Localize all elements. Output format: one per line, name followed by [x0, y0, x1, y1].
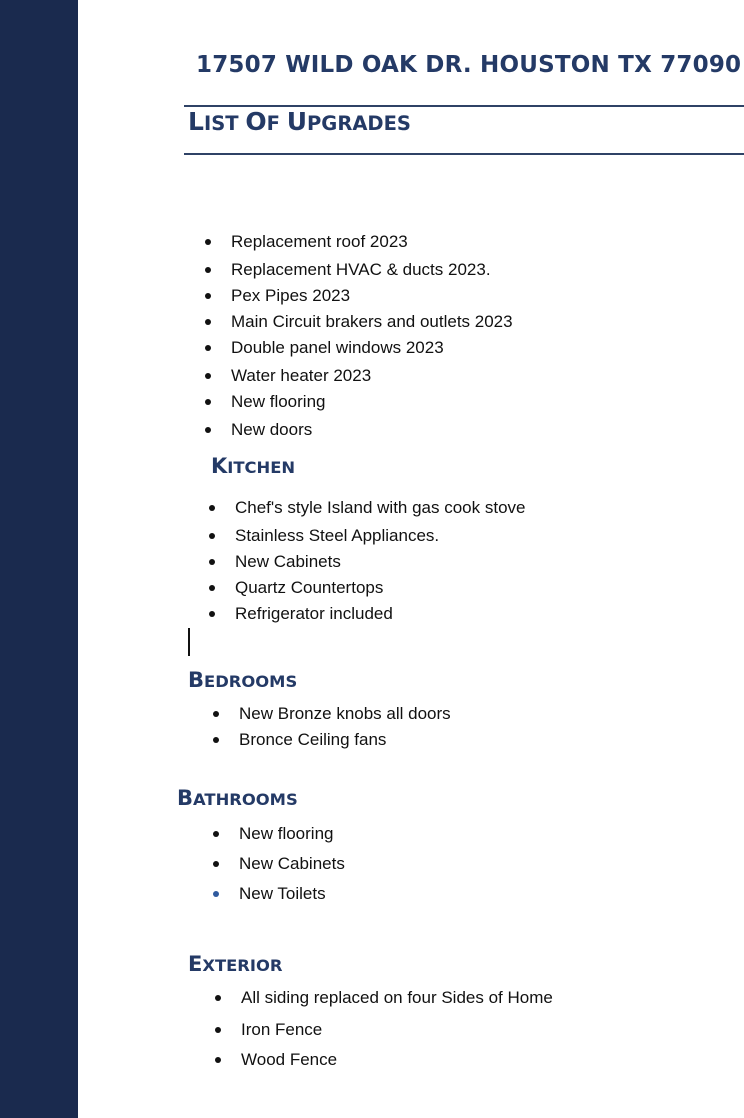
bullet-icon — [205, 427, 211, 433]
bullet-icon — [213, 711, 219, 717]
bullet-icon — [205, 345, 211, 351]
sidebar-band — [0, 0, 78, 1118]
title-rule-bottom — [184, 153, 744, 155]
text-cursor — [188, 628, 190, 656]
bullet-icon — [209, 505, 215, 511]
bullet-icon — [215, 1027, 221, 1033]
bedrooms-heading: BEDROOMS — [188, 668, 298, 692]
bullet-icon — [205, 239, 211, 245]
bathrooms-heading: BATHROOMS — [177, 786, 298, 810]
bullet-icon — [213, 861, 219, 867]
title-word-list: LIST — [188, 107, 246, 136]
title-word-upgrades: UPGRADES — [286, 107, 411, 136]
bullet-icon — [205, 267, 211, 273]
exterior-heading: EXTERIOR — [188, 952, 283, 976]
page-title — [188, 107, 411, 136]
bullet-icon — [215, 995, 221, 1001]
kitchen-heading: KITCHEN — [211, 454, 296, 478]
bullet-icon — [215, 1057, 221, 1063]
bullet-icon — [209, 559, 215, 565]
bullet-icon — [213, 891, 219, 897]
bullet-icon — [205, 399, 211, 405]
bullet-icon — [213, 831, 219, 837]
bullet-icon — [209, 585, 215, 591]
bullet-icon — [205, 319, 211, 325]
bullet-icon — [213, 737, 219, 743]
bullet-icon — [209, 533, 215, 539]
bullet-icon — [209, 611, 215, 617]
property-address: 17507 WILD OAK DR. HOUSTON TX 77090 — [196, 52, 742, 78]
bullet-icon — [205, 293, 211, 299]
title-word-of: OF — [245, 107, 287, 136]
bullet-icon — [205, 373, 211, 379]
